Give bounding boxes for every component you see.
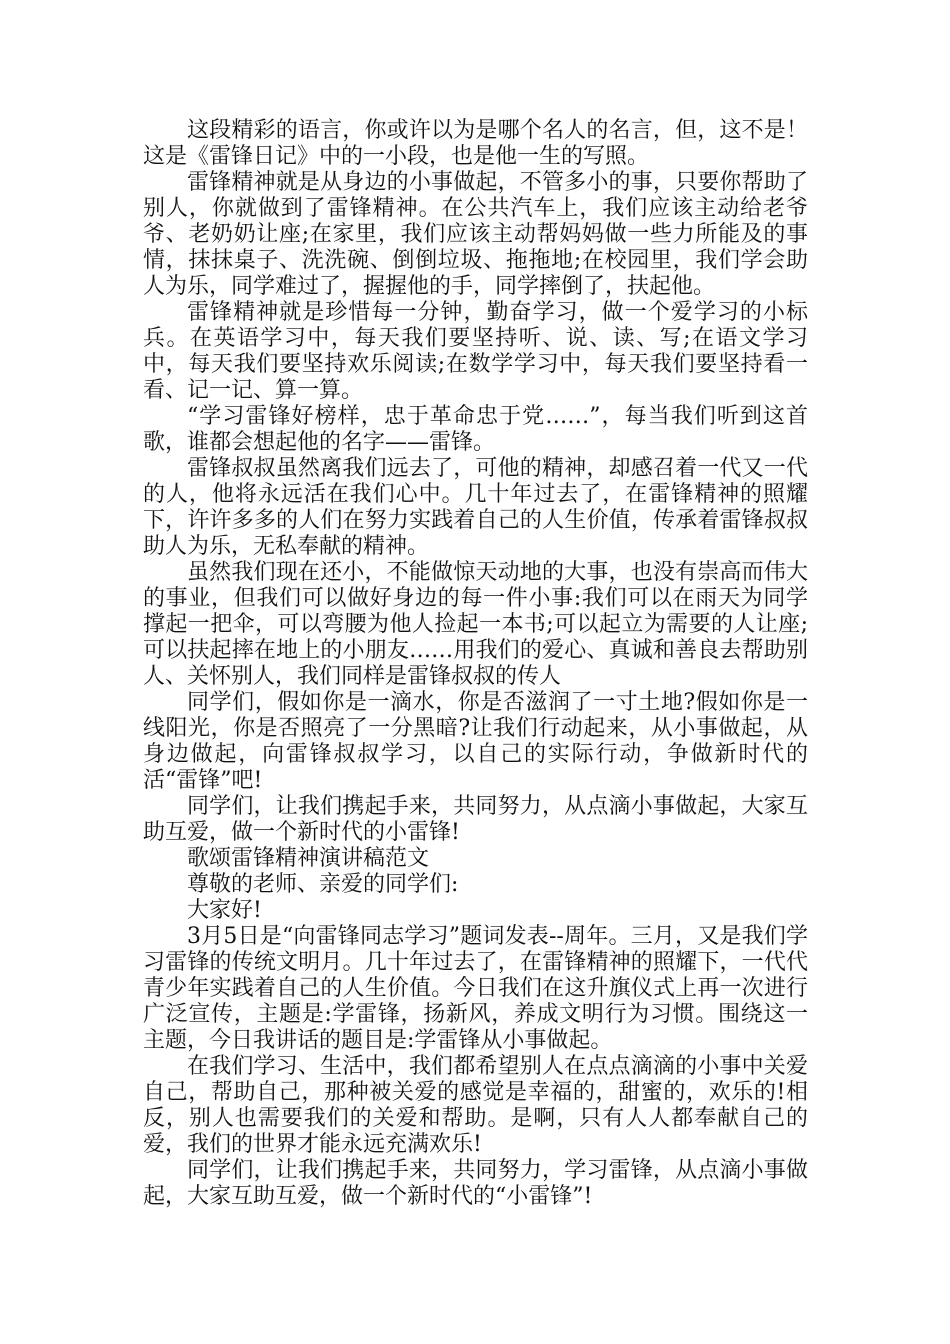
section-heading: 歌颂雷锋精神演讲稿范文 [187,846,430,871]
salutation: 尊敬的老师、亲爱的同学们: [187,872,459,897]
paragraph: 3月5日是“向雷锋同志学习”题词发表--周年。三月，又是我们学习雷锋的传统文明月。几十年过去了，在雷锋精神的照耀下，一代代青少年实践着自己的人生价值。今日我们在这升旗仪式上再一次进行广泛宣传，主题是:学雷锋，扬新风，养成文明行为习惯。围绕这一主题，今日我讲话的题目是:学雷锋从小事做起。 [143,924,808,1053]
paragraph: 同学们，假如你是一滴水，你是否滋润了一寸土地?假如你是一线阳光，你是否照亮了一分黑暗?让我们行动起来，从小事做起，从身边做起，向雷锋叔叔学习，以自己的实际行动，争做新时代的活“雷锋”吧! [143,690,808,793]
paragraph: 雷锋精神就是珍惜每一分钟，勤奋学习，做一个爱学习的小标兵。在英语学习中，每天我们要坚持听、说、读、写;在语文学习中，每天我们要坚持欢乐阅读;在数学学习中，每天我们要坚持看一看、记一记、算一算。 [143,300,808,403]
paragraph: 雷锋叔叔虽然离我们远去了，可他的精神，却感召着一代又一代的人，他将永远活在我们心中。几十年过去了，在雷锋精神的照耀下，许许多多的人们在努力实践着自己的人生价值，传承着雷锋叔叔助人为乐，无私奉献的精神。 [143,456,808,559]
paragraph: 虽然我们现在还小，不能做惊天动地的大事，也没有崇高而伟大的事业，但我们可以做好身边的每一件小事:我们可以在雨天为同学撑起一把伞，可以弯腰为他人捡起一本书;可以起立为需要的人让座;可以扶起摔在地上的小朋友……用我们的爱心、真诚和善良去帮助别人、关怀别人，我们同样是雷锋叔叔的传人 [143,560,808,689]
greeting: 大家好! [187,898,262,923]
paragraph: “学习雷锋好榜样，忠于革命忠于党……”，每当我们听到这首歌，谁都会想起他的名字——雷锋。 [143,404,808,455]
paragraph: 同学们，让我们携起手来，共同努力，学习雷锋，从点滴小事做起，大家互助互爱，做一个新时代的“小雷锋”! [143,1158,808,1209]
paragraph: 这段精彩的语言，你或许以为是哪个名人的名言，但，这不是！这是《雷锋日记》中的一小段，也是他一生的写照。 [143,118,808,169]
document-body [143,118,808,1210]
paragraph: 雷锋精神就是从身边的小事做起，不管多小的事，只要你帮助了别人，你就做到了雷锋精神。在公共汽车上，我们应该主动给老爷爷、老奶奶让座;在家里，我们应该主动帮妈妈做一些力所能及的事情，抹抹桌子、洗洗碗、倒倒垃圾、拖拖地;在校园里，我们学会助人为乐，同学难过了，握握他的手，同学摔倒了，扶起他。 [143,170,808,299]
paragraph: 在我们学习、生活中，我们都希望别人在点点滴滴的小事中关爱自己，帮助自己，那种被关爱的感觉是幸福的，甜蜜的，欢乐的!相反，别人也需要我们的关爱和帮助。是啊，只有人人都奉献自己的爱，我们的世界才能永远充满欢乐! [143,1054,808,1157]
paragraph: 同学们，让我们携起手来，共同努力，从点滴小事做起，大家互助互爱，做一个新时代的小雷锋! [143,794,808,845]
